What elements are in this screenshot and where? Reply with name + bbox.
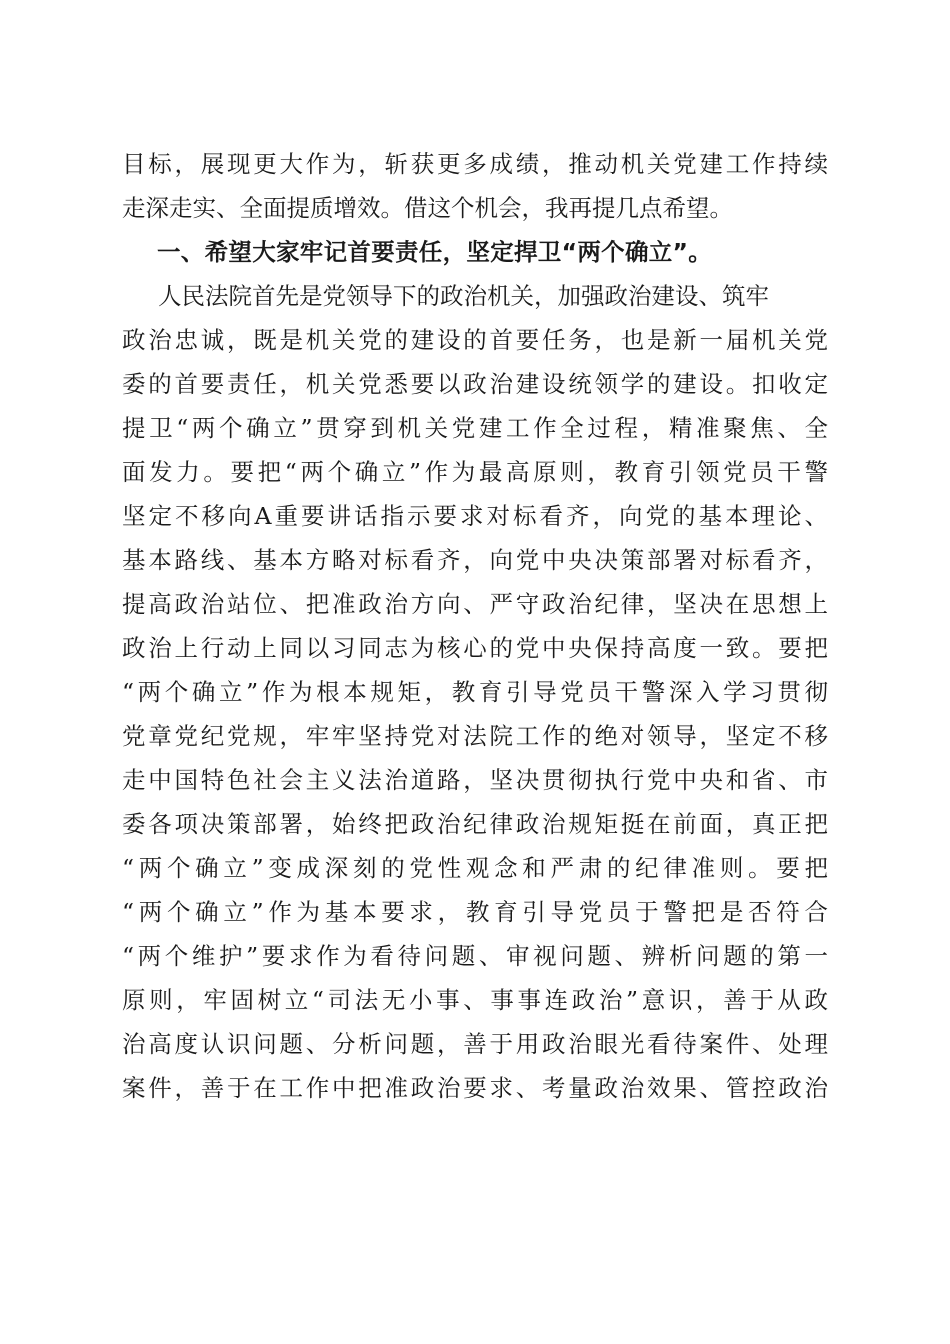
paragraph-line: 提卫“两个确立”贯穿到机关党建工作全过程，精准聚焦、全 — [122, 414, 828, 442]
paragraph-line: 委各项决策部署，始终把政治纪律政治规矩挺在前面，真正把 — [122, 810, 828, 838]
paragraph-line: 委的首要责任，机关党悉要以政治建设统领学的建设。扣收定 — [122, 370, 828, 398]
section-heading: 一、希望大家牢记首要责任，坚定捍卫“两个确立”。 — [157, 238, 713, 266]
document-body — [122, 142, 828, 1110]
paragraph-line: 人民法院首先是党领导下的政治机关，加强政治建设、筑牢 — [158, 282, 769, 310]
paragraph-line: “两个维护”要求作为看待问题、审视问题、辨析问题的第一 — [122, 942, 828, 970]
paragraph-line: 案件，善于在工作中把准政治要求、考量政治效果、管控政治 — [122, 1074, 828, 1102]
paragraph-line: 基本路线、基本方略对标看齐，向党中央决策部署对标看齐， — [122, 546, 828, 574]
paragraph-line: 治高度认识问题、分析问题，善于用政治眼光看待案件、处理 — [122, 1030, 828, 1058]
paragraph-line: “两个确立”作为根本规矩，教育引导党员干警深入学习贯彻 — [122, 678, 828, 706]
paragraph-line: 政治上行动上同以习同志为核心的党中央保持高度一致。要把 — [122, 634, 828, 662]
paragraph-line: 原则，牢固树立“司法无小事、事事连政治”意识，善于从政 — [122, 986, 828, 1014]
paragraph-line: 政治忠诚，既是机关党的建设的首要任务，也是新一届机关党 — [122, 326, 828, 354]
paragraph-line: “两个确立”作为基本要求，教育引导党员于警把是否符合 — [122, 898, 828, 926]
intro-line-2: 走深走实、全面提质增效。借这个机会，我再提几点希望。 — [122, 194, 733, 222]
paragraph-line: 坚定不移向A重要讲话指示要求对标看齐，向党的基本理论、 — [122, 502, 828, 530]
paragraph-line: 面发力。要把“两个确立”作为最高原则，教育引领党员干警 — [122, 458, 828, 486]
paragraph-line: 党章党纪党规，牢牢坚持党对法院工作的绝对领导，坚定不移 — [122, 722, 828, 750]
paragraph-line: 提高政治站位、把准政治方向、严守政治纪律，坚决在思想上 — [122, 590, 828, 618]
intro-line-1: 目标，展现更大作为，斩获更多成绩，推动机关党建工作持续 — [122, 150, 828, 178]
paragraph-line: 走中国特色社会主义法治道路，坚决贯彻执行党中央和省、市 — [122, 766, 828, 794]
paragraph-line: “两个确立”变成深刻的党性观念和严肃的纪律准则。要把 — [122, 854, 828, 882]
